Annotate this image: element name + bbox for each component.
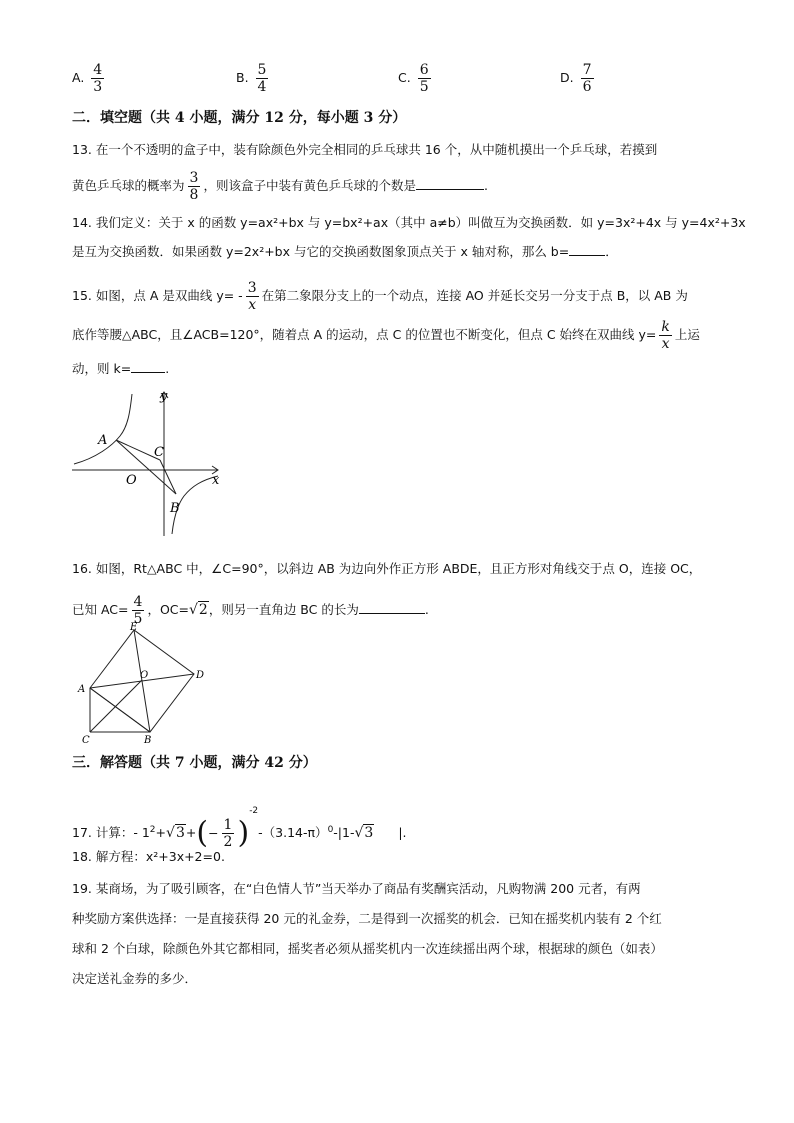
q17-sqrt1: √3 [166,825,185,841]
option-b-letter: B. [236,70,249,85]
q17-fraction [222,817,235,850]
option-b-fraction [256,62,269,95]
q17-sqrt1-value: 3 [175,825,185,841]
q17-left-paren: ( [196,815,209,851]
q16-figure [76,622,206,746]
q16-text-c: ，则另一直角边 BC 的长为 [208,602,359,617]
q15-frac2-den: x [661,336,670,352]
q17-term5: -|1- [333,825,355,840]
q17-minus: − [208,825,219,841]
q17-term1-exp: 2 [149,824,156,835]
q14-line2 [72,243,618,261]
q15-text-a: 15. 如图，点 A 是双曲线 y= - [72,288,243,303]
q14-line1: 14. 我们定义：关于 x 的函数 y=ax²+bx 与 y=bx²+ax（其中 a≠b）叫做互为交换函数．如 y=3x²+4x 与 y=4x²+3x [72,215,746,230]
q17-frac-num: 1 [223,817,233,833]
q16-sqrt-value: 2 [198,602,208,618]
section2-heading: 二．填空题（共 4 小题，满分 12 分，每小题 3 分） [72,110,407,126]
q15-line1 [72,280,688,313]
option-c-fraction [418,62,431,95]
q13-frac-den: 8 [189,187,199,203]
q16-frac-num: 4 [133,594,143,610]
label-c: C [154,445,164,460]
q17-sqrt2: √3 [354,825,374,841]
q16-sqrt: √2 [188,602,208,618]
q13-text-a: 黄色乒乓球的概率为 [72,178,185,193]
q13-line2 [72,170,488,203]
label-b: B [170,501,180,516]
q16-text-a: 已知 AC= [72,602,129,617]
label-c: C [82,735,90,746]
option-d-numerator: 7 [582,62,592,78]
q19-line2: 种奖励方案供选择：一是直接获得 20 元的礼金券，二是得到一次摇奖的机会．已知在摇奖机内装有 2 个红 [72,911,662,926]
q15-end: . [165,361,170,376]
option-a-letter: A. [72,70,85,85]
q16-text-b: ，OC= [147,602,189,617]
hyperbola-branch-2 [74,394,132,464]
option-c-denominator: 5 [419,79,429,95]
q15-line3 [72,360,169,378]
q17-term4-exp: 0 [327,824,334,835]
q17-prefix: 17. 计算： [72,825,134,840]
q19-line1: 19. 某商场，为了吸引顾客，在“白色情人节”当天举办了商品有奖酬宾活动，凡购物满 200 元者，有两 [72,881,641,896]
q15-figure [68,388,228,538]
label-y: y [160,389,168,404]
label-e: E [130,622,138,633]
option-d-letter: D. [560,70,574,85]
q17-term6: |. [398,825,407,840]
q16-line1: 16. 如图，Rt△ABC 中，∠C=90°，以斜边 AB 为边向外作正方形 ABDE，且正方形对角线交于点 O，连接 OC， [72,561,702,576]
q13-answer-blank [416,177,484,190]
option-a-fraction [91,62,104,95]
label-o: O [126,473,137,488]
q15-answer-blank [131,360,165,373]
segment-oc [90,680,142,732]
q13-fraction [188,170,201,203]
option-a-denominator: 3 [93,79,103,95]
option-b-denominator: 4 [257,79,267,95]
q15-text-b: 在第二象限分支上的一个动点，连接 AO 并延长交另一分支于点 B，以 AB 为 [261,288,688,303]
label-a: A [98,433,108,448]
segment-ab [90,688,150,732]
label-x: x [212,473,220,488]
q13-line1: 13. 在一个不透明的盒子中，装有除颜色外完全相同的乒乓球共 16 个，从中随机摸出一个乒乓球，若摸到 [72,142,658,157]
option-c-numerator: 6 [419,62,429,78]
option-d-fraction [581,62,594,95]
q17-term1: - 1 [133,825,150,840]
option-c-letter: C. [398,70,411,85]
option-c [398,62,434,95]
q15-text-e: 动，则 k= [72,361,132,376]
q15-frac2-num: k [661,319,670,335]
q14-answer-blank [569,243,605,256]
option-a [72,62,107,95]
option-d [560,62,597,95]
q17-plus2: + [185,825,197,840]
segment-cb [160,460,176,494]
option-a-numerator: 4 [93,62,103,78]
q15-frac1-den: x [248,297,257,313]
q13-frac-num: 3 [189,170,199,186]
segment-ab [116,440,176,494]
q17-term4: -（3.14-π） [258,825,328,840]
q15-fraction1 [246,280,259,313]
q16-answer-blank [359,601,425,614]
q16-frac-den: 5 [133,611,143,627]
q15-frac1-num: 3 [247,280,257,296]
q16-end: . [424,602,429,617]
q15-fraction2 [659,319,671,352]
option-d-denominator: 6 [582,79,592,95]
q19-line4: 决定送礼金券的多少． [72,971,198,986]
label-b: B [144,735,152,746]
q17-frac-den: 2 [223,834,233,850]
q13-text-b: ，则该盒子中装有黄色乒乓球的个数是 [203,178,416,193]
q17-paren-exp: -2 [249,806,259,816]
q17-right-paren: ) [237,815,250,851]
q18-text: 18. 解方程：x²+3x+2=0. [72,849,225,864]
q14-end: ． [605,244,618,259]
q17-expression [72,800,407,850]
label-a: A [78,684,86,695]
section3-heading: 三．解答题（共 7 小题，满分 42 分） [72,755,317,771]
option-b-numerator: 5 [257,62,267,78]
option-b [236,62,271,95]
q15-line2 [72,319,700,352]
label-d: D [196,670,205,681]
q14-text: 是互为交换函数．如果函数 y=2x²+bx 与它的交换函数图象顶点关于 x 轴对称，那么 b= [72,244,570,259]
q17-sqrt2-value: 3 [364,825,374,841]
q15-text-d: 上运 [674,327,700,342]
diagonal-eb [134,630,150,732]
q13-end: . [483,178,488,193]
q15-text-c: 底作等腰△ABC，且∠ACB=120°，随着点 A 的运动，点 C 的位置也不断变化，但点 C 始终在双曲线 y= [72,327,657,342]
q17-plus1: + [155,825,167,840]
label-o: O [140,670,149,681]
q19-line3: 球和 2 个白球，除颜色外其它都相同，摇奖者必须从摇奖机内一次连续摇出两个球，根据球的颜色（如表） [72,941,663,956]
